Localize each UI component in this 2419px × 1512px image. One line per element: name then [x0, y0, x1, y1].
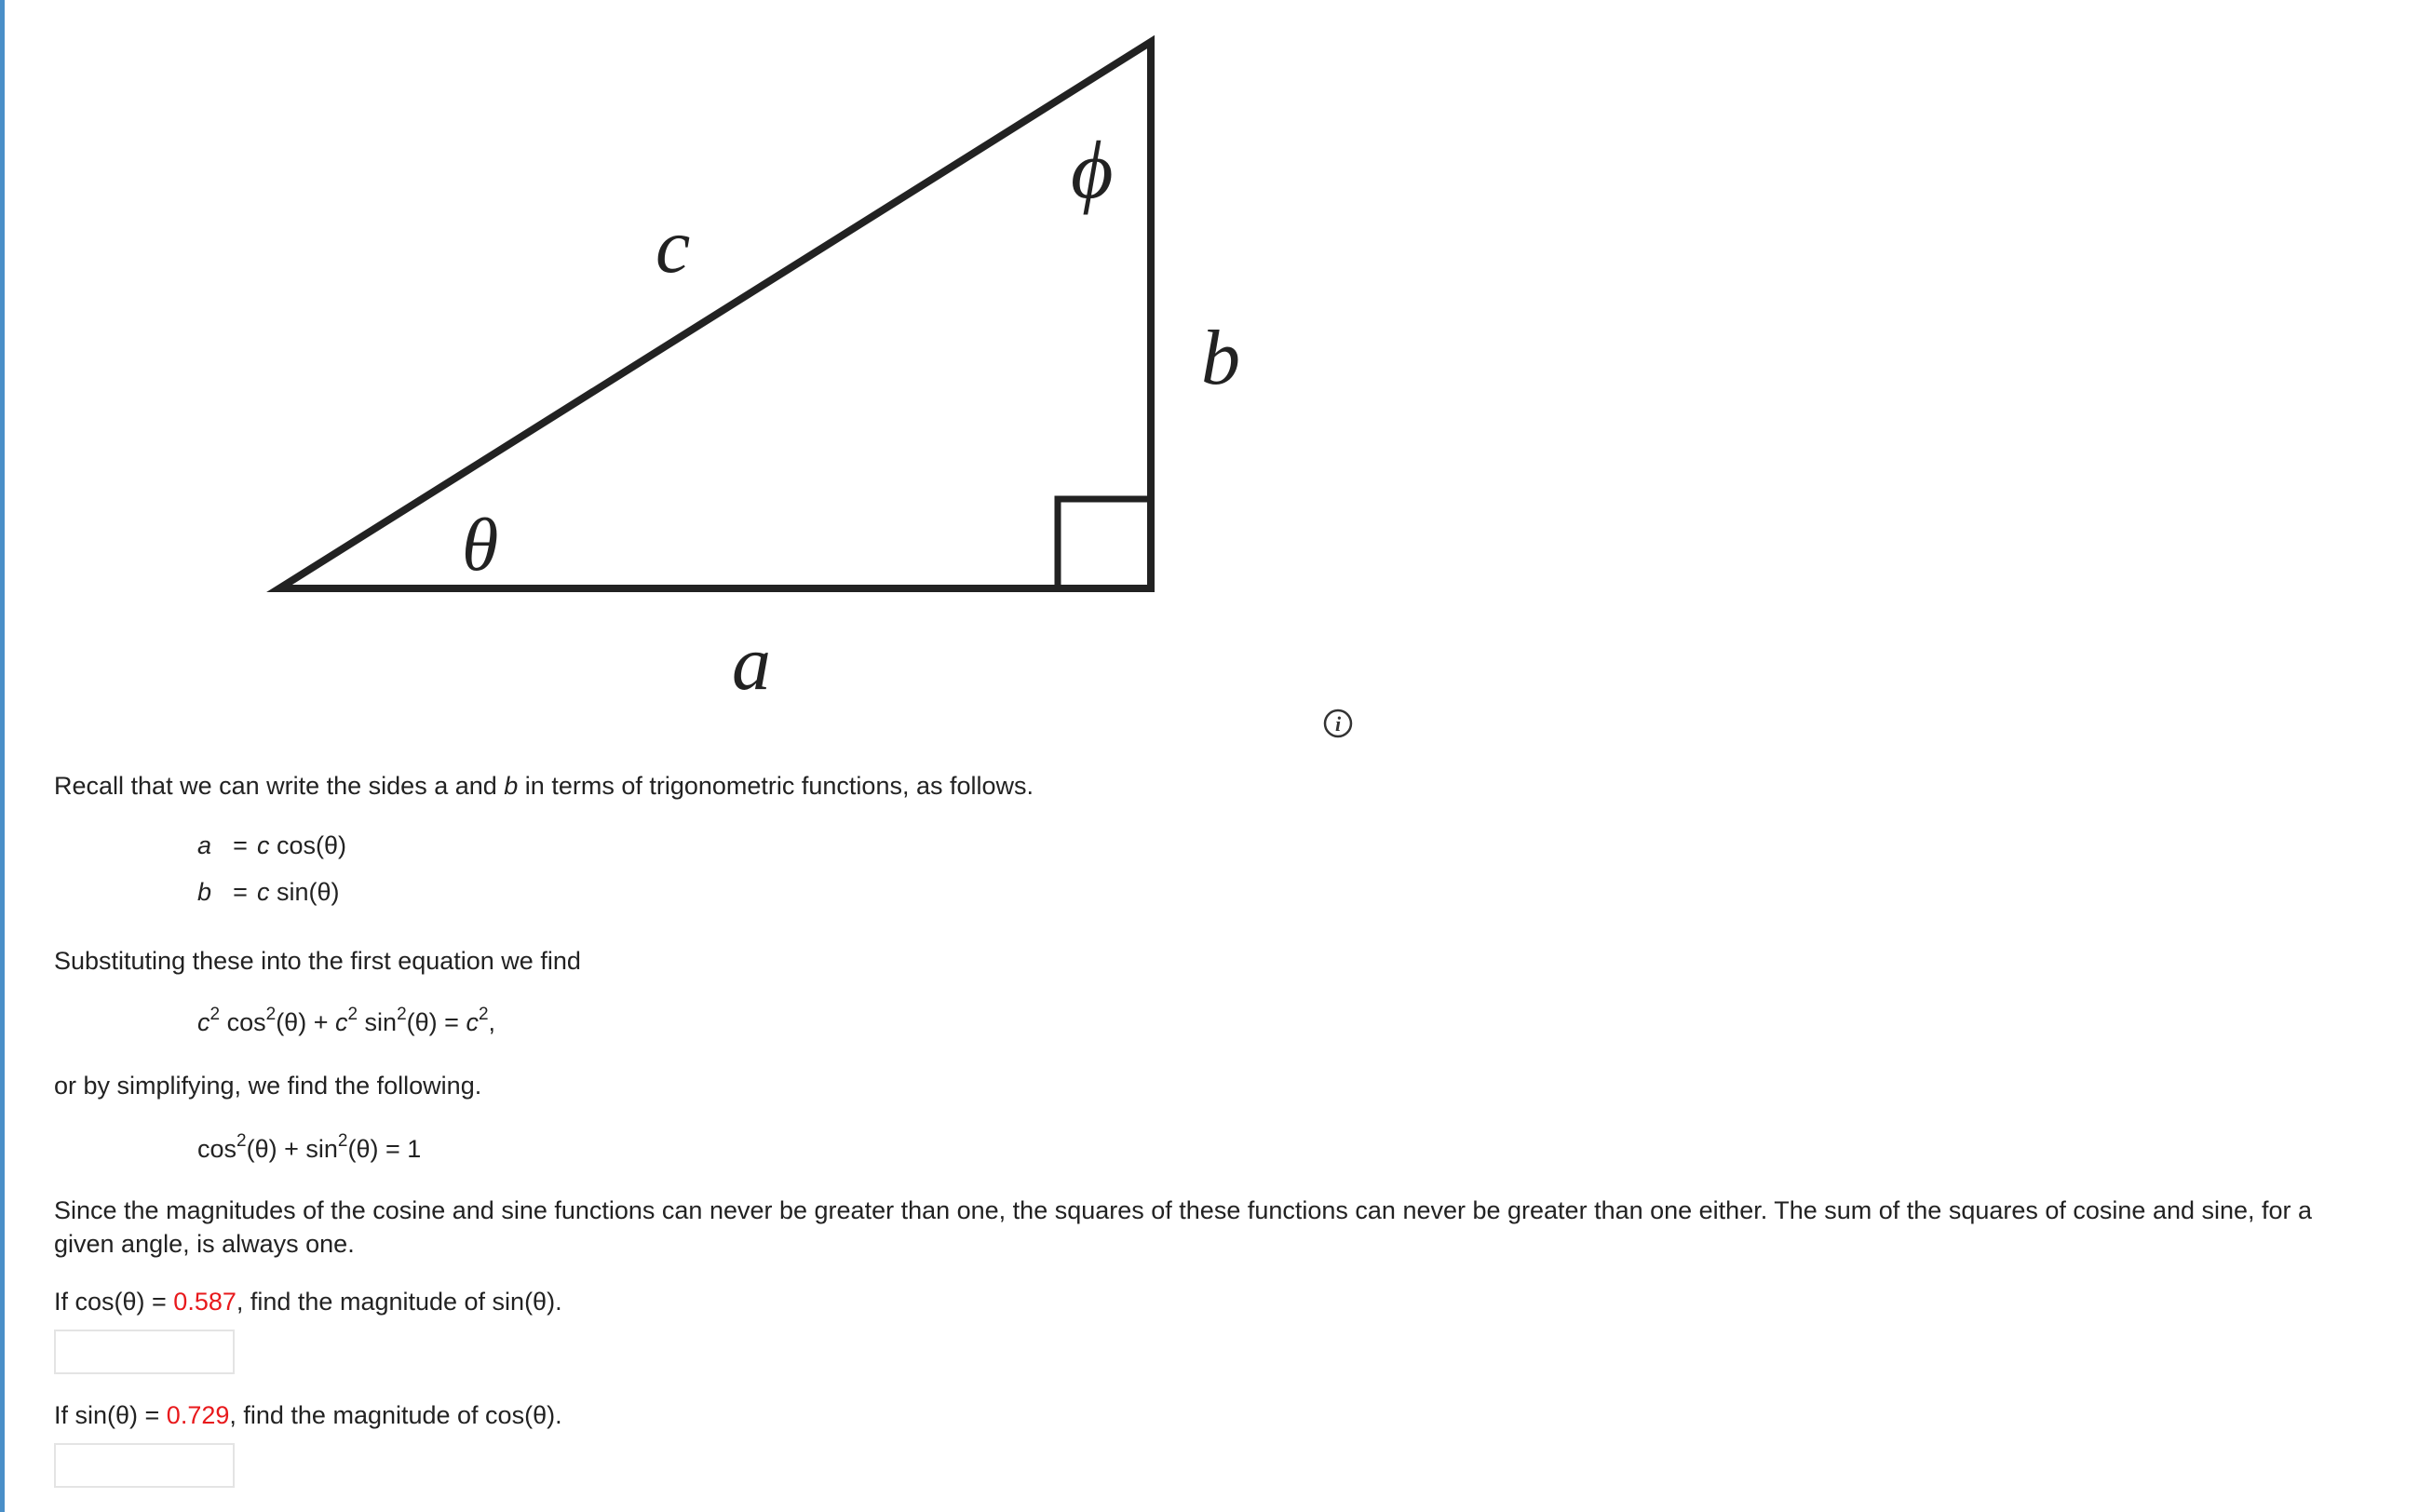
equation-substituted: $c^2$ $\cos^2(\theta) + c^2$ $\sin^2(\theta) = c^2$, — [197, 1005, 496, 1036]
label-a: a — [732, 620, 771, 707]
label-theta: θ — [462, 505, 499, 587]
triangle-figure — [0, 0, 1453, 726]
answer-input-1[interactable] — [54, 1330, 235, 1374]
substitute-text: Substituting these into the first equation we find — [54, 947, 581, 975]
equation-identity: $\cos^2(\theta) + \sin^2(\theta) = 1$ — [197, 1131, 422, 1163]
label-phi: ϕ — [1071, 126, 1114, 216]
right-angle-marker — [1058, 499, 1151, 588]
svg-text:i: i — [1334, 712, 1342, 736]
simplify-text: or by simplifying, we find the following. — [54, 1072, 482, 1100]
triangle-shape — [279, 42, 1151, 588]
info-icon[interactable] — [1322, 708, 1354, 739]
question-2: If sin(θ) = 0.729, find the magnitude of cos(θ). — [54, 1401, 562, 1429]
label-b: b — [1201, 315, 1240, 401]
equation-a: a = c cos(θ) — [197, 831, 347, 859]
label-c: c — [655, 203, 691, 290]
given-cos-value: 0.587 — [173, 1288, 236, 1316]
explanation-text: Since the magnitudes of the cosine and sine functions can never be greater than one, the squares of these functions can never be greater than one either. The sum of the squares of cosine and sine, for a given angle, is always one. — [54, 1196, 2313, 1258]
given-sin-value: 0.729 — [166, 1401, 230, 1429]
equation-b: b = c sin(θ) — [197, 878, 340, 906]
intro-text: Recall that we can write the sides a and b in terms of trigonometric functions, as follows. — [54, 772, 1034, 800]
answer-input-2[interactable] — [54, 1443, 235, 1488]
question-1: If cos(θ) = 0.587, find the magnitude of sin(θ). — [54, 1288, 562, 1316]
